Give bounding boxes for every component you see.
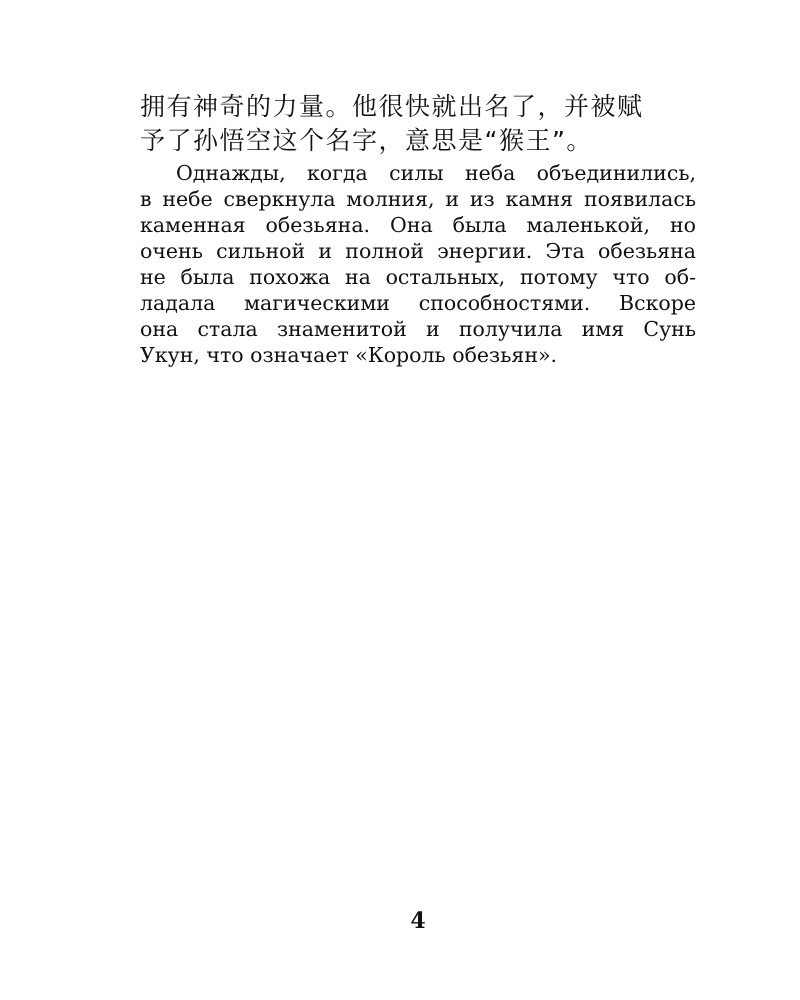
chinese-paragraph <box>140 90 700 158</box>
russian-line: в небе сверкнула молния, и из камня появилась <box>140 187 696 211</box>
russian-line: не была похожа на остальных, потому что об- <box>140 265 696 289</box>
russian-line: она стала знаменитой и получила имя Сунь <box>140 317 696 341</box>
russian-line: каменная обезьяна. Она была маленькой, но <box>140 213 696 237</box>
russian-line: ладала магическими способностями. Вскоре <box>140 291 696 315</box>
russian-line: Однажды, когда силы неба объединились, <box>176 161 696 185</box>
russian-paragraph <box>140 160 696 368</box>
chinese-line: 予了孙悟空这个名字，意思是“猴王”。 <box>140 126 593 155</box>
chinese-line: 拥有神奇的力量。他很快就出名了，并被赋 <box>140 92 644 121</box>
page-number: 4 <box>410 908 426 934</box>
russian-line: очень сильной и полной энергии. Эта обезьяна <box>140 239 696 263</box>
russian-line: Укун, что означает «Король обезьян». <box>140 343 558 367</box>
